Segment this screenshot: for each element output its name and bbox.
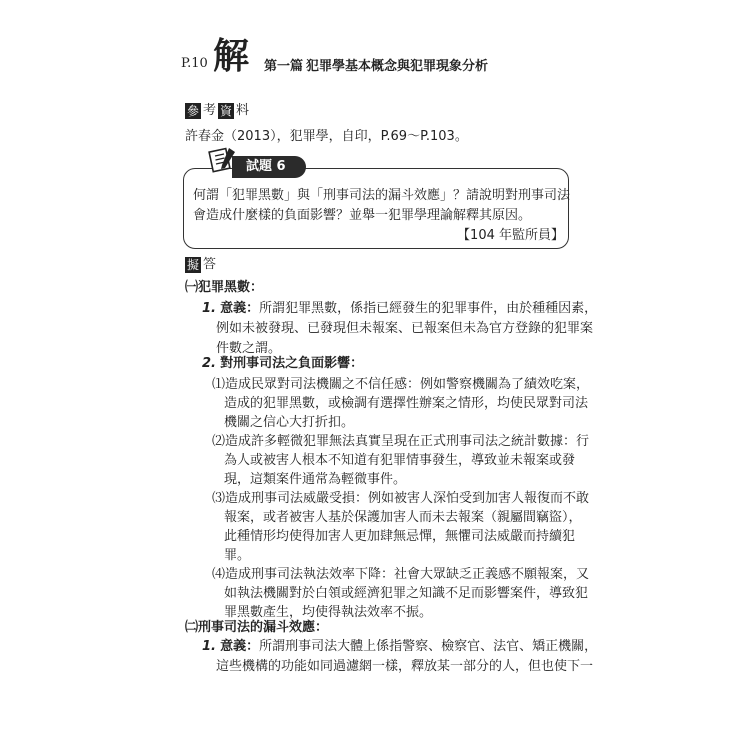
sub-3-line-3: 此種情形均使得加害人更加肆無忌憚，無懼司法威嚴而持續犯 bbox=[224, 529, 576, 544]
sub-4-line-3: 罪黑數產生，均使得執法效率不振。 bbox=[224, 605, 433, 620]
question-line-2: 會造成什麼樣的負面影響？並舉一犯罪學理論解釋其原因。 bbox=[193, 208, 532, 223]
item-1-line-3: 件數之謂。 bbox=[216, 341, 282, 356]
section-title-1: ㈠犯罪黑數： bbox=[185, 280, 264, 295]
sub-4-line-1: ⑷造成刑事司法執法效率下降：社會大眾缺乏正義感不願報案，又 bbox=[212, 567, 590, 582]
sub-3-line-2: 報案，或者被害人基於保護加害人而未去報案（親屬間竊盜）， bbox=[224, 510, 582, 525]
item-number: 1. bbox=[202, 639, 216, 654]
section-glyph: 解 bbox=[213, 35, 250, 77]
chapter-title: 犯罪學基本概念與犯罪現象分析 bbox=[306, 59, 489, 74]
question-line-1: 何謂「犯罪黑數」與「刑事司法的漏斗效應」？請說明對刑事司法 bbox=[193, 188, 571, 203]
reference-chip-1: 參 bbox=[186, 103, 199, 118]
sub-2-line-2: 為人或被害人根本不知道有犯罪情事發生，導致並未報案或發 bbox=[224, 453, 576, 468]
item-text: 所謂刑事司法大體上係指警察、檢察官、法官、矯正機關， bbox=[259, 639, 598, 654]
sub-1-line-1: ⑴造成民眾對司法機關之不信任感：例如警察機關為了績效吃案， bbox=[212, 377, 590, 392]
item-1-line-1 bbox=[202, 297, 597, 316]
answer-chip-2: 答 bbox=[203, 256, 217, 272]
reference-chip-2: 考 bbox=[203, 102, 217, 118]
sub-2-line-1: ⑵造成許多輕微犯罪無法真實呈現在正式刑事司法之統計數據：行 bbox=[212, 434, 590, 449]
reference-chip-3: 資 bbox=[220, 103, 233, 118]
sub-1-line-3: 機關之信心大打折扣。 bbox=[224, 415, 355, 430]
item-1-line-2: 例如未被發現、已發現但未報案、已報案但未為官方登錄的犯罪案 bbox=[216, 321, 594, 336]
item-label: 意義： bbox=[220, 301, 260, 316]
sub-3-line-1: ⑶造成刑事司法威嚴受損：例如被害人深怕受到加害人報復而不敢 bbox=[212, 491, 590, 506]
item-label: 對刑事司法之負面影響： bbox=[220, 356, 364, 371]
item-number: 2. bbox=[202, 356, 216, 371]
notepad-pencil-icon bbox=[208, 144, 238, 174]
reference-text: 許春金（2013），犯罪學，自印，P.69～P.103。 bbox=[185, 129, 468, 144]
page-number: P.10 bbox=[181, 56, 208, 71]
exam-source: 【104 年監所員】 bbox=[457, 228, 564, 243]
item-number: 1. bbox=[202, 301, 216, 316]
sec2-item-1-line-1 bbox=[202, 635, 597, 654]
section-title-2: ㈡刑事司法的漏斗效應： bbox=[185, 620, 329, 635]
reference-heading bbox=[185, 100, 251, 119]
sec2-item-1-line-2: 這些機構的功能如同過濾網一樣，釋放某一部分的人，但也使下一 bbox=[216, 659, 594, 674]
part-label: 第一篇 bbox=[264, 59, 304, 74]
answer-heading bbox=[185, 254, 218, 273]
sub-2-line-3: 現，這類案件通常為輕微事件。 bbox=[224, 472, 407, 487]
answer-chip-1: 擬 bbox=[186, 257, 199, 272]
reference-chip-4: 料 bbox=[236, 102, 250, 118]
question-badge: 試題 6 bbox=[232, 156, 306, 178]
item-label: 意義： bbox=[220, 639, 260, 654]
item-2-heading bbox=[202, 352, 363, 371]
item-text: 所謂犯罪黑數，係指已經發生的犯罪事件，由於種種因素， bbox=[259, 301, 598, 316]
sub-4-line-2: 如執法機關對於白領或經濟犯罪之知識不足而影響案件，導致犯 bbox=[224, 586, 589, 601]
sub-1-line-2: 造成的犯罪黑數，或檢調有選擇性辦案之情形，均使民眾對司法 bbox=[224, 396, 589, 411]
sub-3-line-4: 罪。 bbox=[224, 548, 251, 563]
